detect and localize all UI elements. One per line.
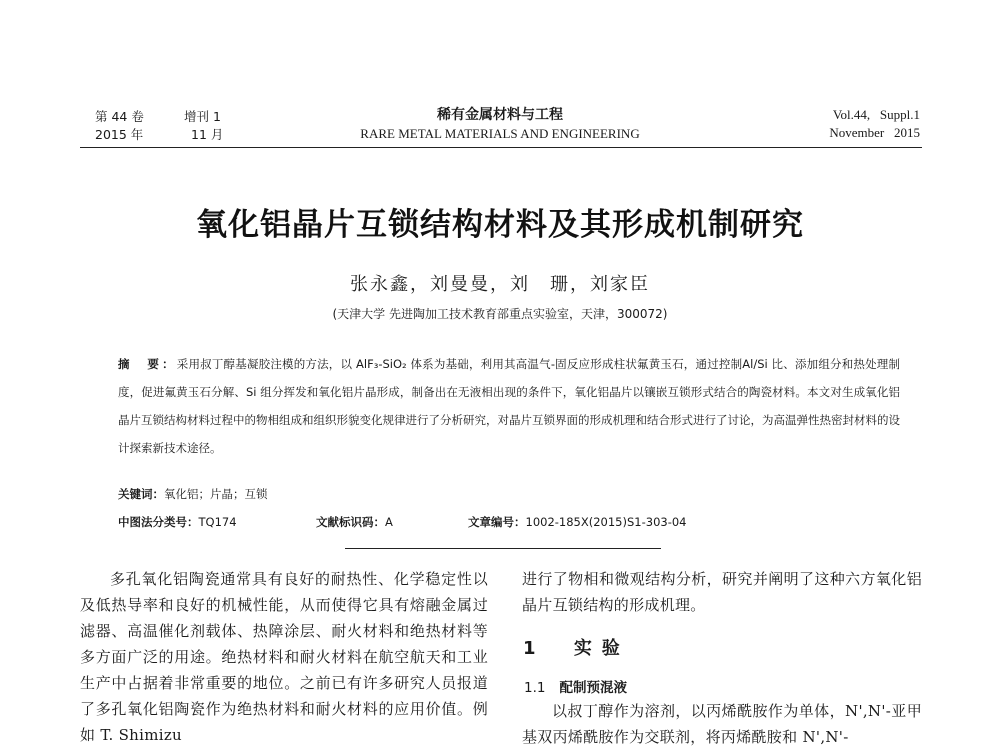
section-heading (523, 634, 630, 660)
subsection-number: 1.1 (524, 680, 546, 696)
keywords (118, 486, 268, 502)
keywords-label: 关键词： (118, 487, 164, 501)
year-cn: 2015 年 (95, 127, 144, 142)
body-left-paragraph: 多孔氧化铝陶瓷通常具有良好的耐热性、化学稳定性以及低热导率和良好的机械性能，从而使得它具有熔融金属过滤器、高温催化剂载体、热障涂层、耐火材料和绝热材料等多方面广泛的用途。绝热材料和耐火材料在航空航天和工业生产中占据着非常重要的地位。之前已有许多研究人员报道了多孔氧化铝陶瓷作为绝热材料和耐火材料的应用价值。例如 T. Shimizu (80, 570, 488, 744)
abstract-rule (345, 548, 661, 549)
subsection-title: 配制预混液 (559, 680, 627, 696)
clc-number (118, 514, 237, 530)
document-code (316, 514, 393, 530)
abstract (118, 350, 900, 462)
section-title: 实验 (573, 638, 630, 659)
volume-en: Vol.44, Suppl.1 (832, 107, 920, 122)
clc-value: TQ174 (198, 515, 237, 529)
subsection-heading (524, 676, 627, 696)
abstract-text: 采用叔丁醇基凝胶注模的方法，以 AlF₃-SiO₂ 体系为基础，利用其高温气-固反应形成柱状氟黄玉石，通过控制Al/Si 比、添加组分和热处理制度，促进氟黄玉石分解、Si 组分挥发和氧化铝片晶形成，制备出在无液相出现的条件下，氧化铝晶片以镶嵌互锁形式结合的陶瓷材料。本文对生成氧化铝晶片互锁结构材料过程中的物相组成和组织形貌变化规律进行了分析研究，对晶片互锁界面的形成机理和结合形式进行了讨论，为高温弹性热密封材料的设计探索新技术途径。 (118, 357, 900, 455)
supplement-cn: 增刊 1 (184, 109, 221, 124)
affiliation: (天津大学 先进陶加工技术教育部重点实验室，天津，300072) (332, 307, 668, 321)
volume-cn: 第 44 卷 (95, 109, 144, 124)
body-left-column (80, 566, 488, 748)
date-en: November 2015 (829, 125, 920, 140)
journal-title-en: RARE METAL MATERIALS AND ENGINEERING (360, 126, 640, 141)
section-number: 1 (523, 638, 546, 659)
body-right-column (522, 698, 922, 750)
clc-label: 中图法分类号： (118, 515, 199, 529)
body-right-intro-paragraph: 进行了物相和微观结构分析，研究并阐明了这种六方氧化铝晶片互锁结构的形成机理。 (522, 570, 922, 614)
journal-title-cn: 稀有金属材料与工程 (437, 107, 563, 123)
body-right-paragraph: 以叔丁醇作为溶剂，以丙烯酰胺作为单体，N',N'-亚甲基双丙烯酰胺作为交联剂，将丙烯酰胺和 N',N'- (522, 702, 922, 746)
authors: 张永鑫，刘曼曼，刘 珊，刘家臣 (350, 274, 650, 295)
document-code-label: 文献标识码： (316, 515, 385, 529)
body-right-intro (522, 566, 922, 618)
header-rule (80, 147, 922, 148)
month-cn: 11 月 (191, 127, 224, 142)
document-code-value: A (385, 515, 393, 529)
article-number (468, 514, 686, 530)
abstract-label: 摘 要： (118, 357, 177, 371)
keywords-text: 氧化铝；片晶；互锁 (164, 487, 268, 501)
article-number-value: 1002-185X(2015)S1-303-04 (525, 515, 687, 529)
article-number-label: 文章编号： (468, 515, 526, 529)
paper-title: 氧化铝晶片互锁结构材料及其形成机制研究 (196, 207, 804, 243)
